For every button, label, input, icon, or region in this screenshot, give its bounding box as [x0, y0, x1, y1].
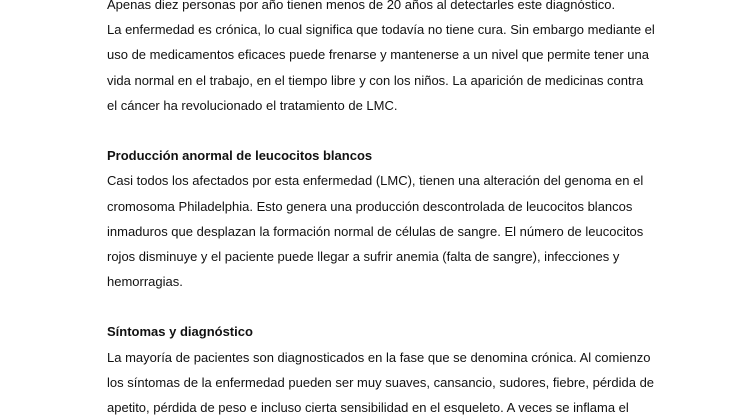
paragraph-line: apetito, pérdida de peso e incluso cierta sensibilidad en el esqueleto. A veces se inflama el [107, 400, 629, 415]
paragraph-line: vida normal en el trabajo, en el tiempo libre y con los niños. La aparición de medicinas contra [107, 72, 644, 88]
paragraph-line: La mayoría de pacientes son diagnosticados en la fase que se denomina crónica. Al comienzo [107, 349, 651, 365]
paragraph-line: Casi todos los afectados por esta enfermedad (LMC), tienen una alteración del genoma en el [107, 173, 644, 189]
paragraph-line: inmaduros que desplazan la formación normal de células de sangre. El número de leucocitos [107, 223, 644, 239]
paragraph-line: los síntomas de la enfermedad pueden ser muy suaves, cansancio, sudores, fiebre, pérdida de [107, 374, 655, 390]
paragraph-line: uso de medicamentos eficaces puede frenarse y mantenerse a un nivel que permite tener una [107, 47, 649, 63]
paragraph-line: cromosoma Philadelphia. Esto genera una producción descontrolada de leucocitos blancos [107, 198, 633, 214]
paragraph-line: hemorragias. [107, 274, 183, 290]
paragraph-line: La enfermedad es crónica, lo cual significa que todavía no tiene cura. Sin embargo mediante el [107, 22, 655, 38]
paragraph-line: el cáncer ha revolucionado el tratamiento de LMC. [107, 97, 398, 113]
paragraph-line: Apenas diez personas por año tienen menos de 20 años al detectarles este diagnóstico. [107, 0, 616, 12]
section-heading-production: Producción anormal de leucocitos blancos [107, 148, 373, 164]
paragraph-line: rojos disminuye y el paciente puede llegar a sufrir anemia (falta de sangre), infecciones y [107, 248, 620, 264]
paragraph-spacer [107, 118, 647, 143]
section-heading-symptoms: Síntomas y diagnóstico [107, 324, 253, 340]
document-page [107, 0, 655, 420]
paragraph-spacer [107, 294, 647, 319]
